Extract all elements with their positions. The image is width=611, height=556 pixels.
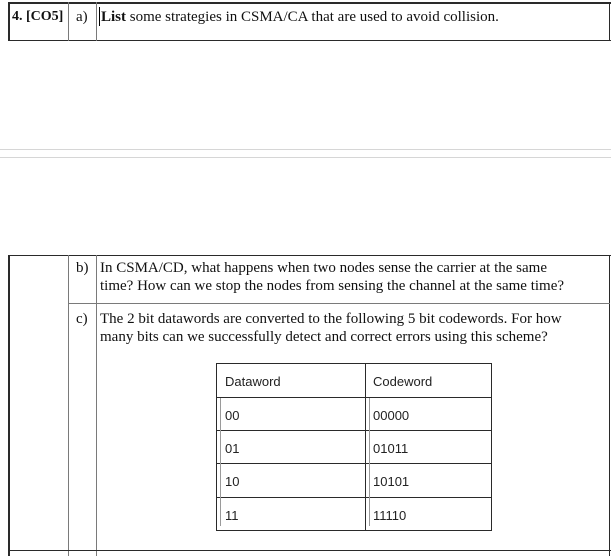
page-break-line-top: [0, 149, 611, 150]
lower-top-border: [8, 255, 611, 256]
table-row-separator: [216, 497, 492, 498]
right-border: [609, 2, 610, 41]
lower-right-border: [609, 255, 610, 556]
part-c-line-2: many bits can we successfully detect and correct errors using this scheme?: [100, 329, 548, 345]
part-b-line-1: In CSMA/CD, what happens when two nodes sense the carrier at the same: [100, 260, 547, 276]
table-left-border: [216, 363, 217, 531]
table-cell-codeword: 10101: [373, 474, 410, 489]
part-a-text: some strategies in CSMA/CA that are used to avoid collision.: [126, 9, 499, 25]
table-cell-dataword: 10: [225, 474, 240, 489]
part-b-line-2: time? How can we stop the nodes from sensing the channel at the same time?: [100, 278, 565, 294]
table-right-border: [491, 363, 492, 531]
question-number: 4. [CO5]: [12, 9, 64, 24]
left-border: [8, 2, 10, 41]
table-row-separator: [216, 463, 492, 464]
table-inset-left: [220, 398, 221, 526]
text-cursor: [99, 7, 100, 26]
part-c-label: c): [76, 311, 88, 327]
part-a-question: [101, 8, 499, 26]
bottom-border: [8, 40, 611, 41]
table-cell-codeword: 01011: [373, 441, 409, 456]
lower-divider-1: [68, 255, 69, 556]
table-inset-middle: [369, 398, 370, 526]
divider-2: [96, 2, 97, 41]
table-row-separator: [216, 397, 492, 398]
part-c-line-1: The 2 bit datawords are converted to the following 5 bit codewords. For how: [100, 311, 562, 327]
table-cell-dataword: 00: [225, 408, 240, 423]
table-bottom-border: [216, 530, 492, 531]
table-header-dataword: Dataword: [225, 374, 281, 389]
table-cell-codeword: 11110: [373, 508, 407, 523]
part-b-label: b): [76, 260, 89, 276]
part-a-verb: List: [101, 9, 127, 25]
table-row-separator: [216, 430, 492, 431]
table-cell-dataword: 11: [225, 508, 239, 523]
row-separator-b-c: [68, 303, 610, 304]
top-border: [8, 2, 611, 4]
table-header-codeword: Codeword: [373, 374, 433, 389]
table-top-border: [216, 363, 492, 364]
table-column-divider: [365, 363, 366, 531]
lower-bottom-border: [8, 550, 611, 551]
page-break-line-bottom: [0, 157, 611, 158]
divider-1: [68, 2, 69, 41]
table-cell-codeword: 00000: [373, 408, 410, 423]
lower-left-border: [8, 255, 10, 556]
part-a-label: a): [76, 9, 88, 25]
lower-divider-2: [96, 255, 97, 556]
table-cell-dataword: 01: [225, 441, 240, 456]
